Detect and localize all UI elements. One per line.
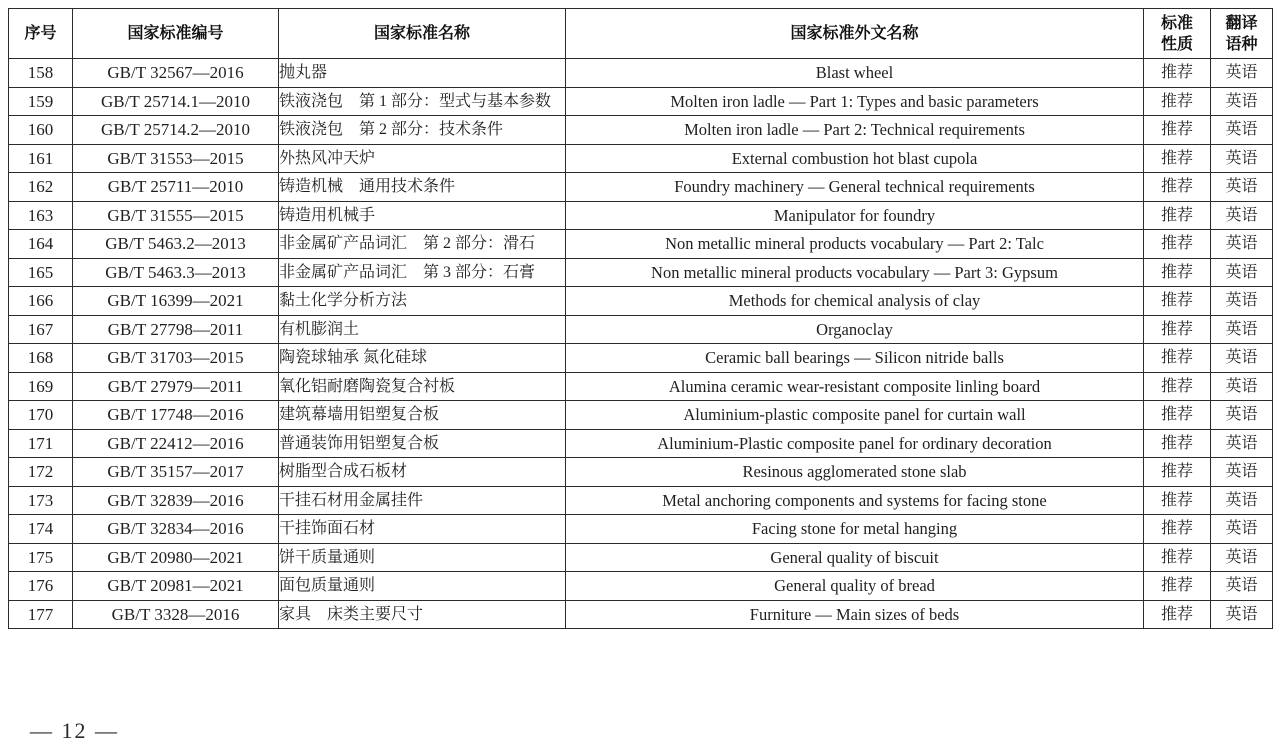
row-standard-name-en: External combustion hot blast cupola (566, 144, 1144, 173)
row-standard-name-zh: 陶瓷球轴承 氮化硅球 (279, 344, 566, 373)
row-translation-language: 英语 (1211, 372, 1273, 401)
row-standard-code: GB/T 25711—2010 (73, 173, 279, 202)
row-serial-number: 168 (9, 344, 73, 373)
row-standard-nature: 推荐 (1144, 59, 1211, 88)
row-standard-nature: 推荐 (1144, 344, 1211, 373)
table-row (9, 287, 1273, 316)
table-row (9, 344, 1273, 373)
row-standard-nature: 推荐 (1144, 144, 1211, 173)
row-serial-number: 170 (9, 401, 73, 430)
row-standard-nature: 推荐 (1144, 486, 1211, 515)
row-standard-name-en: Furniture — Main sizes of beds (566, 600, 1144, 629)
row-translation-language: 英语 (1211, 315, 1273, 344)
row-translation-language: 英语 (1211, 572, 1273, 601)
row-standard-name-zh: 黏土化学分析方法 (279, 287, 566, 316)
row-standard-name-en: General quality of bread (566, 572, 1144, 601)
row-standard-name-en: Methods for chemical analysis of clay (566, 287, 1144, 316)
header-line: 语种 (1225, 35, 1258, 53)
table-row (9, 315, 1273, 344)
row-standard-code: GB/T 27798—2011 (73, 315, 279, 344)
row-standard-name-en: Aluminium-Plastic composite panel for ordinary decoration (566, 429, 1144, 458)
row-standard-name-zh: 铸造机械 通用技术条件 (279, 173, 566, 202)
table-row (9, 572, 1273, 601)
row-standard-name-zh: 外热风冲天炉 (279, 144, 566, 173)
header-line: 翻译 (1225, 14, 1258, 32)
row-translation-language: 英语 (1211, 287, 1273, 316)
table-row (9, 515, 1273, 544)
row-translation-language: 英语 (1211, 59, 1273, 88)
row-standard-code: GB/T 32839—2016 (73, 486, 279, 515)
row-standard-name-en: Metal anchoring components and systems for facing stone (566, 486, 1144, 515)
row-serial-number: 161 (9, 144, 73, 173)
row-serial-number: 167 (9, 315, 73, 344)
row-standard-name-zh: 面包质量通则 (279, 572, 566, 601)
row-standard-name-zh: 非金属矿产品词汇 第 2 部分：滑石 (279, 230, 566, 259)
row-standard-nature: 推荐 (1144, 287, 1211, 316)
row-standard-code: GB/T 5463.2—2013 (73, 230, 279, 259)
row-standard-nature: 推荐 (1144, 600, 1211, 629)
row-translation-language: 英语 (1211, 116, 1273, 145)
row-standard-name-zh: 抛丸器 (279, 59, 566, 88)
row-standard-nature: 推荐 (1144, 543, 1211, 572)
table-row (9, 401, 1273, 430)
row-serial-number: 166 (9, 287, 73, 316)
row-standard-name-zh: 普通装饰用铝塑复合板 (279, 429, 566, 458)
row-standard-nature: 推荐 (1144, 572, 1211, 601)
table-row (9, 144, 1273, 173)
table-row (9, 87, 1273, 116)
row-standard-code: GB/T 31703—2015 (73, 344, 279, 373)
table-row (9, 372, 1273, 401)
row-standard-name-en: Manipulator for foundry (566, 201, 1144, 230)
row-standard-name-en: Resinous agglomerated stone slab (566, 458, 1144, 487)
row-standard-code: GB/T 31553—2015 (73, 144, 279, 173)
row-serial-number: 175 (9, 543, 73, 572)
row-standard-name-en: Non metallic mineral products vocabulary — Part 2: Talc (566, 230, 1144, 259)
table-row (9, 486, 1273, 515)
row-translation-language: 英语 (1211, 258, 1273, 287)
row-standard-name-zh: 非金属矿产品词汇 第 3 部分：石膏 (279, 258, 566, 287)
row-standard-name-zh: 建筑幕墙用铝塑复合板 (279, 401, 566, 430)
column-header-standard-name-zh: 国家标准名称 (279, 9, 566, 59)
row-standard-nature: 推荐 (1144, 230, 1211, 259)
column-header-standard-nature (1144, 9, 1211, 59)
row-standard-code: GB/T 20981—2021 (73, 572, 279, 601)
row-standard-code: GB/T 16399—2021 (73, 287, 279, 316)
row-serial-number: 177 (9, 600, 73, 629)
row-translation-language: 英语 (1211, 486, 1273, 515)
table-row (9, 543, 1273, 572)
row-standard-name-zh: 铁液浇包 第 2 部分：技术条件 (279, 116, 566, 145)
row-standard-code: GB/T 25714.1—2010 (73, 87, 279, 116)
row-translation-language: 英语 (1211, 87, 1273, 116)
row-serial-number: 171 (9, 429, 73, 458)
row-standard-nature: 推荐 (1144, 458, 1211, 487)
row-translation-language: 英语 (1211, 201, 1273, 230)
row-translation-language: 英语 (1211, 230, 1273, 259)
table-row (9, 600, 1273, 629)
row-standard-nature: 推荐 (1144, 401, 1211, 430)
table-row (9, 173, 1273, 202)
row-serial-number: 174 (9, 515, 73, 544)
row-standard-nature: 推荐 (1144, 429, 1211, 458)
row-translation-language: 英语 (1211, 600, 1273, 629)
row-standard-name-zh: 家具 床类主要尺寸 (279, 600, 566, 629)
row-serial-number: 158 (9, 59, 73, 88)
row-translation-language: 英语 (1211, 458, 1273, 487)
row-translation-language: 英语 (1211, 344, 1273, 373)
table-row (9, 429, 1273, 458)
table-row (9, 258, 1273, 287)
header-line: 标准 (1160, 14, 1193, 32)
row-standard-name-en: Organoclay (566, 315, 1144, 344)
table-row (9, 59, 1273, 88)
row-standard-nature: 推荐 (1144, 372, 1211, 401)
row-standard-code: GB/T 5463.3—2013 (73, 258, 279, 287)
row-standard-code: GB/T 35157—2017 (73, 458, 279, 487)
column-header-serial-number: 序号 (9, 9, 73, 59)
row-standard-nature: 推荐 (1144, 315, 1211, 344)
row-standard-name-en: Molten iron ladle — Part 2: Technical requirements (566, 116, 1144, 145)
row-standard-name-en: Facing stone for metal hanging (566, 515, 1144, 544)
table-row (9, 116, 1273, 145)
row-standard-nature: 推荐 (1144, 87, 1211, 116)
table-row (9, 458, 1273, 487)
row-standard-name-zh: 树脂型合成石板材 (279, 458, 566, 487)
row-translation-language: 英语 (1211, 401, 1273, 430)
row-serial-number: 160 (9, 116, 73, 145)
row-standard-nature: 推荐 (1144, 258, 1211, 287)
row-standard-nature: 推荐 (1144, 173, 1211, 202)
page-number: — 12 — (30, 718, 119, 743)
row-standard-code: GB/T 3328—2016 (73, 600, 279, 629)
header-line: 性质 (1160, 35, 1193, 53)
row-standard-name-zh: 有机膨润土 (279, 315, 566, 344)
row-translation-language: 英语 (1211, 144, 1273, 173)
row-standard-nature: 推荐 (1144, 116, 1211, 145)
row-standard-name-en: Non metallic mineral products vocabulary — Part 3: Gypsum (566, 258, 1144, 287)
row-serial-number: 162 (9, 173, 73, 202)
row-standard-code: GB/T 25714.2—2010 (73, 116, 279, 145)
row-serial-number: 176 (9, 572, 73, 601)
row-standard-name-en: Aluminium-plastic composite panel for curtain wall (566, 401, 1144, 430)
row-standard-code: GB/T 32834—2016 (73, 515, 279, 544)
row-standard-nature: 推荐 (1144, 201, 1211, 230)
row-translation-language: 英语 (1211, 429, 1273, 458)
row-standard-name-en: Foundry machinery — General technical requirements (566, 173, 1144, 202)
row-standard-code: GB/T 32567—2016 (73, 59, 279, 88)
row-serial-number: 159 (9, 87, 73, 116)
row-standard-code: GB/T 17748—2016 (73, 401, 279, 430)
row-standard-name-en: Molten iron ladle — Part 1: Types and basic parameters (566, 87, 1144, 116)
standards-table (8, 8, 1273, 629)
column-header-translation-language (1211, 9, 1273, 59)
table-header-row (9, 9, 1273, 59)
row-standard-code: GB/T 27979—2011 (73, 372, 279, 401)
row-standard-code: GB/T 20980—2021 (73, 543, 279, 572)
row-standard-name-en: Alumina ceramic wear-resistant composite linling board (566, 372, 1144, 401)
row-serial-number: 165 (9, 258, 73, 287)
row-standard-code: GB/T 31555—2015 (73, 201, 279, 230)
column-header-standard-code: 国家标准编号 (73, 9, 279, 59)
row-standard-name-en: Ceramic ball bearings — Silicon nitride balls (566, 344, 1144, 373)
row-serial-number: 164 (9, 230, 73, 259)
row-standard-name-zh: 氧化铝耐磨陶瓷复合衬板 (279, 372, 566, 401)
row-serial-number: 172 (9, 458, 73, 487)
row-standard-name-zh: 铁液浇包 第 1 部分：型式与基本参数 (279, 87, 566, 116)
row-standard-name-zh: 饼干质量通则 (279, 543, 566, 572)
row-standard-name-zh: 干挂饰面石材 (279, 515, 566, 544)
row-translation-language: 英语 (1211, 515, 1273, 544)
table-row (9, 201, 1273, 230)
table-body (9, 59, 1273, 629)
row-serial-number: 163 (9, 201, 73, 230)
row-standard-nature: 推荐 (1144, 515, 1211, 544)
row-standard-code: GB/T 22412—2016 (73, 429, 279, 458)
row-standard-name-zh: 干挂石材用金属挂件 (279, 486, 566, 515)
row-translation-language: 英语 (1211, 543, 1273, 572)
row-translation-language: 英语 (1211, 173, 1273, 202)
table-row (9, 230, 1273, 259)
row-standard-name-en: General quality of biscuit (566, 543, 1144, 572)
row-standard-name-en: Blast wheel (566, 59, 1144, 88)
row-standard-name-zh: 铸造用机械手 (279, 201, 566, 230)
row-serial-number: 169 (9, 372, 73, 401)
row-serial-number: 173 (9, 486, 73, 515)
column-header-standard-name-foreign: 国家标准外文名称 (566, 9, 1144, 59)
